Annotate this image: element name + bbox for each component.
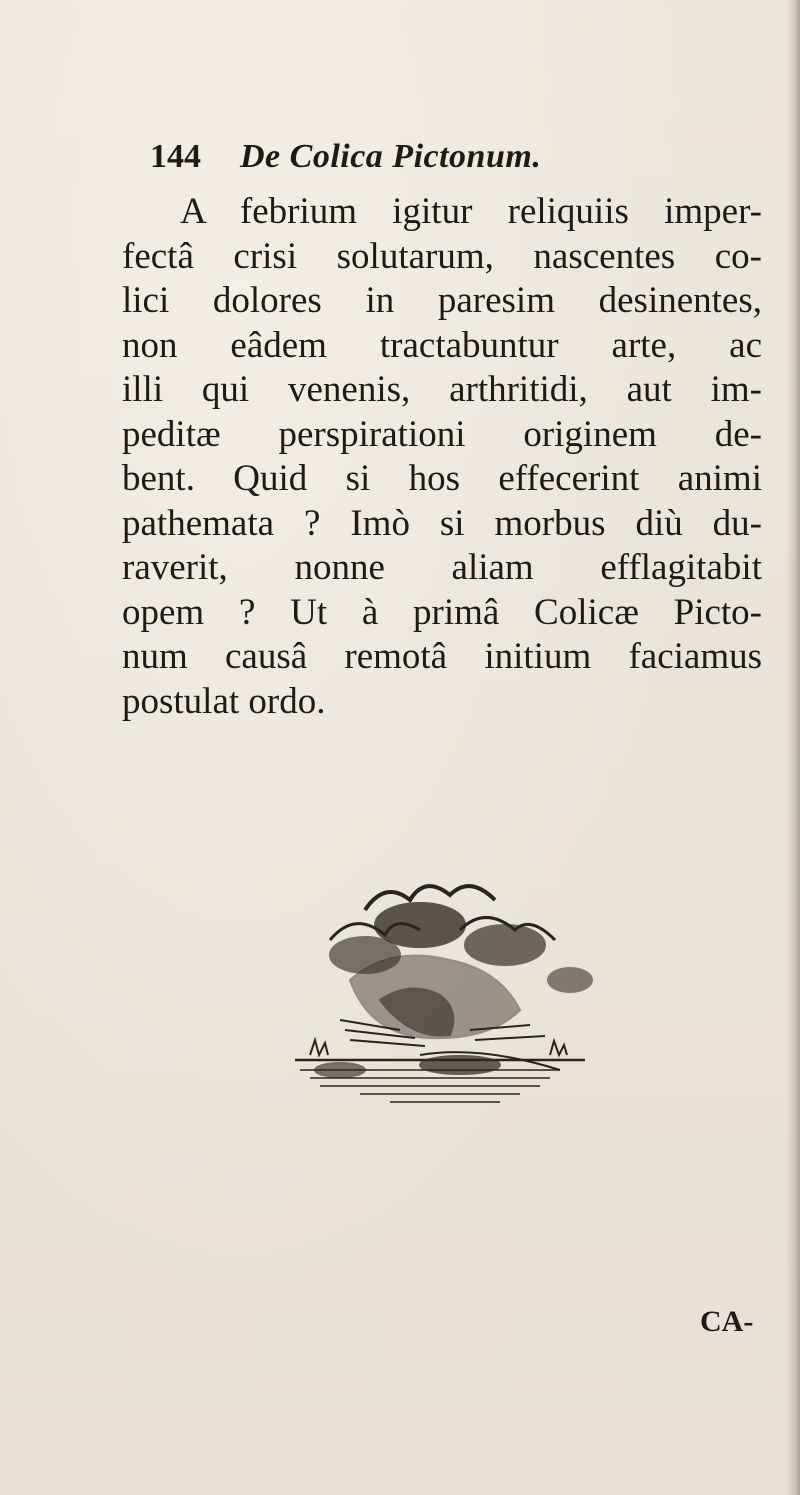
text-line: raverit, nonne aliam efflagitabit (122, 547, 762, 588)
catchword: CA- (700, 1305, 754, 1338)
text-line: postulat ordo. (122, 680, 326, 722)
text-line: bent. Quid si hos effecerint animi (122, 458, 762, 499)
running-title: De Colica Pictonum. (240, 138, 542, 175)
woodcut-landscape-vignette-icon (270, 870, 610, 1130)
running-header (150, 138, 670, 186)
text-line: A febrium igitur reliquiis imper- (180, 191, 762, 232)
text-line: peditæ perspirationi originem de- (122, 413, 762, 455)
body-text (122, 190, 762, 724)
text-line: lici dolores in paresim desinentes, (122, 280, 762, 321)
text-line: num causâ remotâ initium faciamus (122, 636, 762, 677)
text-line: opem ? Ut à primâ Colicæ Picto- (122, 591, 762, 633)
text-line: illi qui venenis, arthritidi, aut im- (122, 369, 762, 410)
text-line: non eâdem tractabuntur arte, ac (122, 324, 762, 366)
text-line: pathemata ? Imò si morbus diù du- (122, 502, 762, 544)
page-number: 144 (150, 138, 201, 175)
text-line: fectâ crisi solutarum, nascentes co- (122, 235, 762, 277)
page-edge-shadow (786, 0, 800, 1495)
